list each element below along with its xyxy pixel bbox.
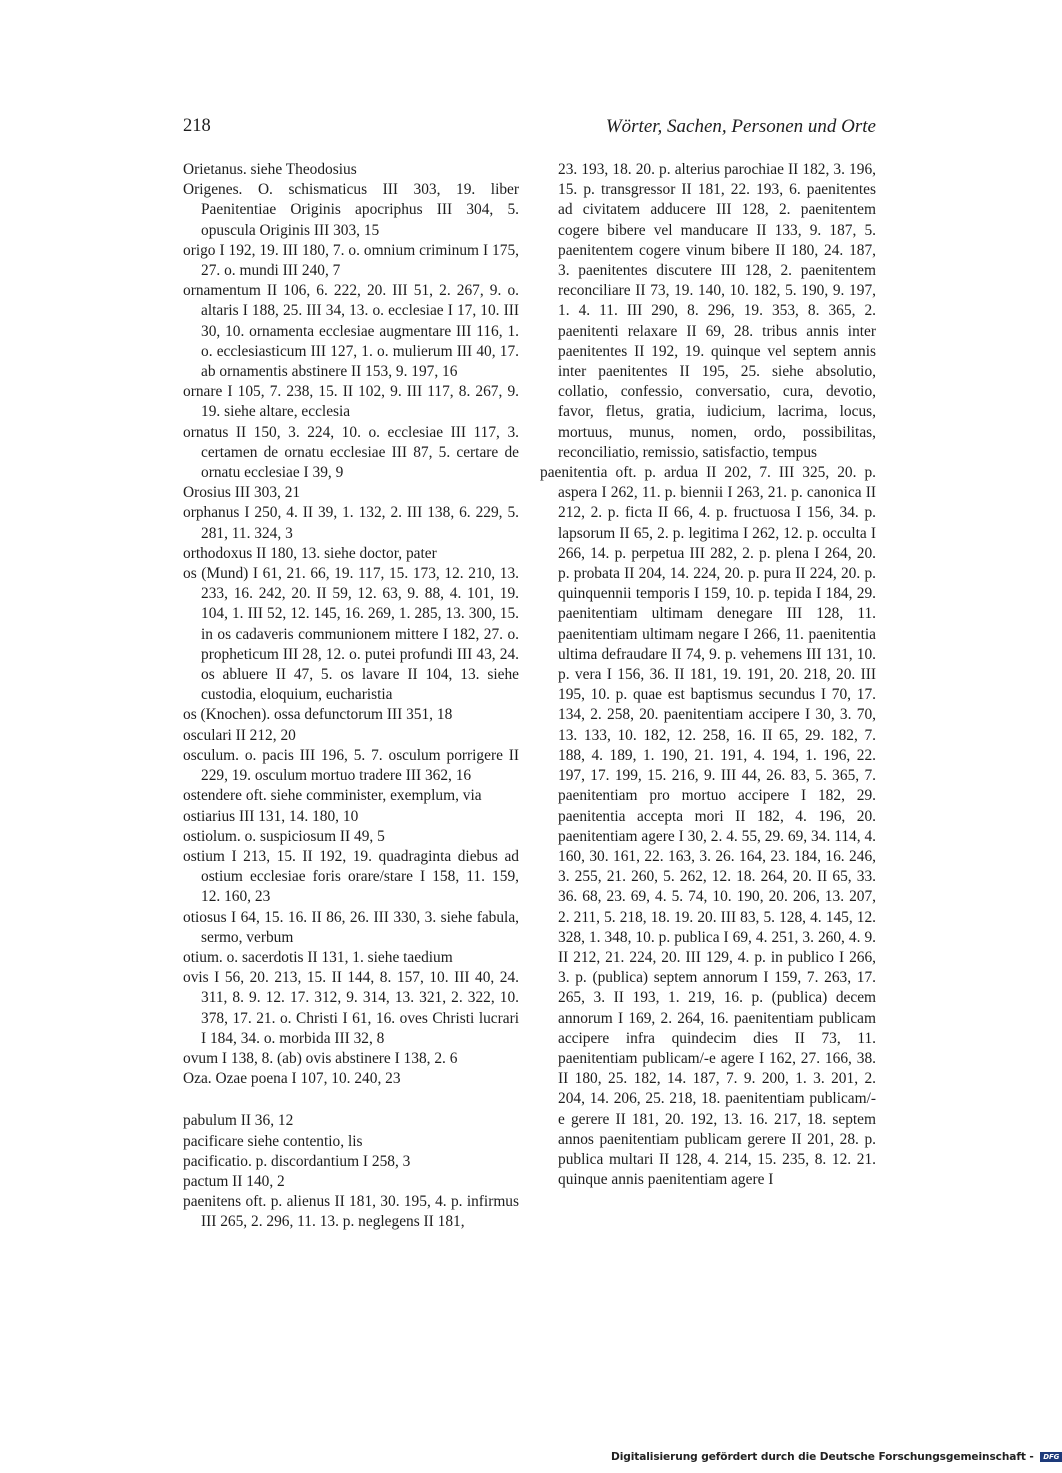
- index-entry: pabulum II 36, 12: [183, 1112, 294, 1130]
- index-entry: pacificatio. p. discordantium I 258, 3: [183, 1152, 411, 1170]
- letter-gap: [183, 1089, 519, 1111]
- page-header: [183, 116, 876, 142]
- index-entry: Origenes. O. schismaticus III 303, 19. liber Paenitentiae Originis apocriphus III 304, 5. opuscula Originis III 303, 15: [183, 181, 519, 239]
- running-title: Wörter, Sachen, Personen und Orte: [605, 116, 876, 137]
- index-entry: os (Knochen). ossa defunctorum III 351, 18: [183, 706, 453, 724]
- index-entry: paenitens oft. p. alienus II 181, 30. 195, 4. p. infirmus III 265, 2. 296, 11. 13. p. neglegens II 181,: [183, 1193, 519, 1231]
- index-entry: pactum II 140, 2: [183, 1172, 285, 1190]
- index-entry: Orietanus. siehe Theodosius: [183, 161, 357, 178]
- index-entry: ornatus II 150, 3. 224, 10. o. ecclesiae III 117, 3. certamen de ornatu ecclesiae III 87, 5. certare de ornatu ecclesiae I 39, 9: [183, 423, 519, 482]
- index-entry: paenitentia oft. p. ardua II 202, 7. III 325, 20. p. aspera I 262, 11. p. biennii I 263, 21. p. canonica II 212, 2. p. ficta II 66, 4. p. fructuosa I 156, 34. p. lapsorum II 65, 2. p. legitima I 262, 12. p. occulta I 266, 14. p. perpetua III 282, 2. p. plena I 264, 20. p. probata II 204, 14. 224, 20. p. pura II 224, 20. p. quinquennii temporis I 159, 10. p. tepida I 184, 29. paenitentiam ultimam denegare III 128, 11. paenitentiam ultimam negare I 266, 11. paenitentia ultima defraudare II 74, 9. p. vehemens III 131, 10. p. vera I 156, 36. II 181, 19. 191, 20. 218, 20. III 195, 10. p. quae est baptismus secundus I 70, 17. 134, 2. 258, 20. paenitentiam accipere I 30, 3. 70, 13. 133, 10. 182, 12. 258, 16. II 65, 29. 182, 7. 188, 4. 189, 1. 190, 21. 191, 4. 194, 1. 196, 22. 197, 17. 199, 15. 216, 9. III 44, 26. 83, 5. 365, 7. paenitentiam pro mortuo accipere I 182, 29. paenitentia accepta mori II 182, 4. 196, 20. paenitentiam agere I 30, 2. 4. 55, 29. 69, 34. 114, 4. 160, 30. 161, 22. 163, 3. 26. 164, 23. 184, 16. 246, 3. 255, 21. 260, 5. 262, 12. 18. 264, 20. II 65, 33. 36. 68, 23. 69, 4. 5. 74, 10. 190, 20. 206, 13. 207, 2. 211, 5. 218, 18. 19. 20. III 83, 5. 128, 4. 145, 12. 328, 1. 348, 10. p. publica I 69, 4. 251, 3. 260, 4. 9. II 212, 21. 224, 20. III 129, 4. p. in publico I 266, 3. p. (publica) septem annorum I 159, 7. 263, 17. 265, 3. II 193, 1. 219, 16. p. (publica) decem annorum I 169, 2. 264, 16. paenitentiam publicam accipere infra quindecim dies II 73, 11. paenitentiam publicam/-e agere I 162, 27. 166, 38. II 180, 25. 182, 14. 187, 7. 9. 200, 1. 3. 201, 2. 204, 14. 206, 25. 218, 18. paenitentiam publicam/-e gerere II 181, 20. 192, 13. 16. 217, 18. septem annos paenitentiam publicam gerere II 201, 28. p. publica multari II 128, 4. 214, 15. 235, 8. 12. 21. quinque annis paenitentiam agere I: [540, 464, 876, 1189]
- index-entry: ostendere oft. siehe comminister, exemplum, via: [183, 787, 482, 805]
- index-entry: Oza. Ozae poena I 107, 10. 240, 23: [183, 1070, 401, 1088]
- index-column-right: [540, 160, 876, 1190]
- index-column-left: [183, 160, 519, 1233]
- page-number: 218: [183, 116, 211, 136]
- index-entry: origo I 192, 19. III 180, 7. o. omnium criminum I 175, 27. o. mundi III 240, 7: [183, 241, 519, 280]
- index-entry: otiosus I 64, 15. 16. II 86, 26. III 330, 3. siehe fabula, sermo, verbum: [183, 908, 519, 946]
- funding-text: Digitalisierung gefördert durch die Deutsche Forschungsgemeinschaft -: [611, 1451, 1034, 1463]
- index-entry: ovis I 56, 20. 213, 15. II 144, 8. 157, 10. III 40, 24. 311, 8. 9. 12. 17. 312, 9. 314, 13. 321, 2. 322, 10. 378, 17. 21. o. Christi I 61, 16. oves Christi lucrari I 184, 34. o. morbida III 32, 8: [183, 969, 519, 1047]
- index-entry: osculum. o. pacis III 196, 5. 7. osculum porrigere II 229, 19. osculum mortuo tradere III 362, 16: [183, 746, 519, 785]
- dfg-logo-icon: DFG: [1040, 1452, 1062, 1462]
- index-entry: ostium I 213, 15. II 192, 19. quadraginta diebus ad ostium ecclesiae foris orare/stare I 158, 11. 159, 12. 160, 23: [183, 847, 519, 906]
- index-entry: ostiolum. o. suspiciosum II 49, 5: [183, 827, 385, 845]
- index-entry: pacificare siehe contentio, lis: [183, 1132, 363, 1150]
- index-entry: ornare I 105, 7. 238, 15. II 102, 9. III 117, 8. 267, 9. 19. siehe altare, ecclesia: [183, 383, 519, 421]
- index-entry: ovum I 138, 8. (ab) ovis abstinere I 138, 2. 6: [183, 1049, 458, 1067]
- index-entry: ornamentum II 106, 6. 222, 20. III 51, 2. 267, 9. o. altaris I 188, 25. III 34, 13. o. ecclesiae I 17, 10. III 30, 10. ornamenta ecclesiae augmentare III 116, 1. o. ecclesiasticum III 127, 1. o. mulierum III 40, 17. ab ornamentis abstinere II 153, 9. 197, 16: [183, 282, 519, 381]
- index-entry: Orosius III 303, 21: [183, 484, 301, 502]
- index-entry: otium. o. sacerdotis II 131, 1. siehe taedium: [183, 948, 453, 966]
- index-entry: osculari II 212, 20: [183, 726, 296, 744]
- index-entry: ostiarius III 131, 14. 180, 10: [183, 807, 359, 825]
- index-entry: orthodoxus II 180, 13. siehe doctor, pater: [183, 544, 437, 562]
- index-entry: orphanus I 250, 4. II 39, 1. 132, 2. III 138, 6. 229, 5. 281, 11. 324, 3: [183, 504, 519, 542]
- funding-footer: [611, 1451, 1062, 1463]
- index-entry: 23. 193, 18. 20. p. alterius parochiae II 182, 3. 196, 15. p. transgressor II 181, 22. 193, 6. paenitentes ad civitatem adducere III 128, 2. paenitentem cogere bibere vel manducare II 133, 9. 187, 5. paenitentem cogere vinum bibere II 180, 24. 187, 3. paenitentes discutere III 128, 2. paenitentem reconciliare II 73, 19. 140, 10. 182, 5. 190, 9. 197, 1. 4. 11. III 290, 8. 296, 19. 353, 8. 365, 2. paenitenti relaxare II 69, 28. tribus annis inter paenitentes II 192, 19. quinque vel septem annis inter paenitentes II 195, 25. siehe absolutio, collatio, confessio, conversatio, cura, devotio, favor, fletus, gratia, iudicium, lacrima, locus, mortuus, munus, nomen, ordo, possibilitas, reconciliatio, remissio, satisfactio, tempus: [558, 161, 876, 461]
- index-entry: os (Mund) I 61, 21. 66, 19. 117, 15. 173, 12. 210, 13. 233, 16. 242, 20. II 59, 12. 63, 9. 88, 4. 101, 19. 104, 1. III 52, 12. 145, 16. 269, 1. 285, 13. 300, 15. in os cadaveris communionem mittere I 182, 27. o. propheticum III 28, 12. o. putei profundi III 43, 24. os abluere II 47, 5. os lavare II 104, 13. siehe custodia, eloquium, eucharistia: [183, 565, 519, 704]
